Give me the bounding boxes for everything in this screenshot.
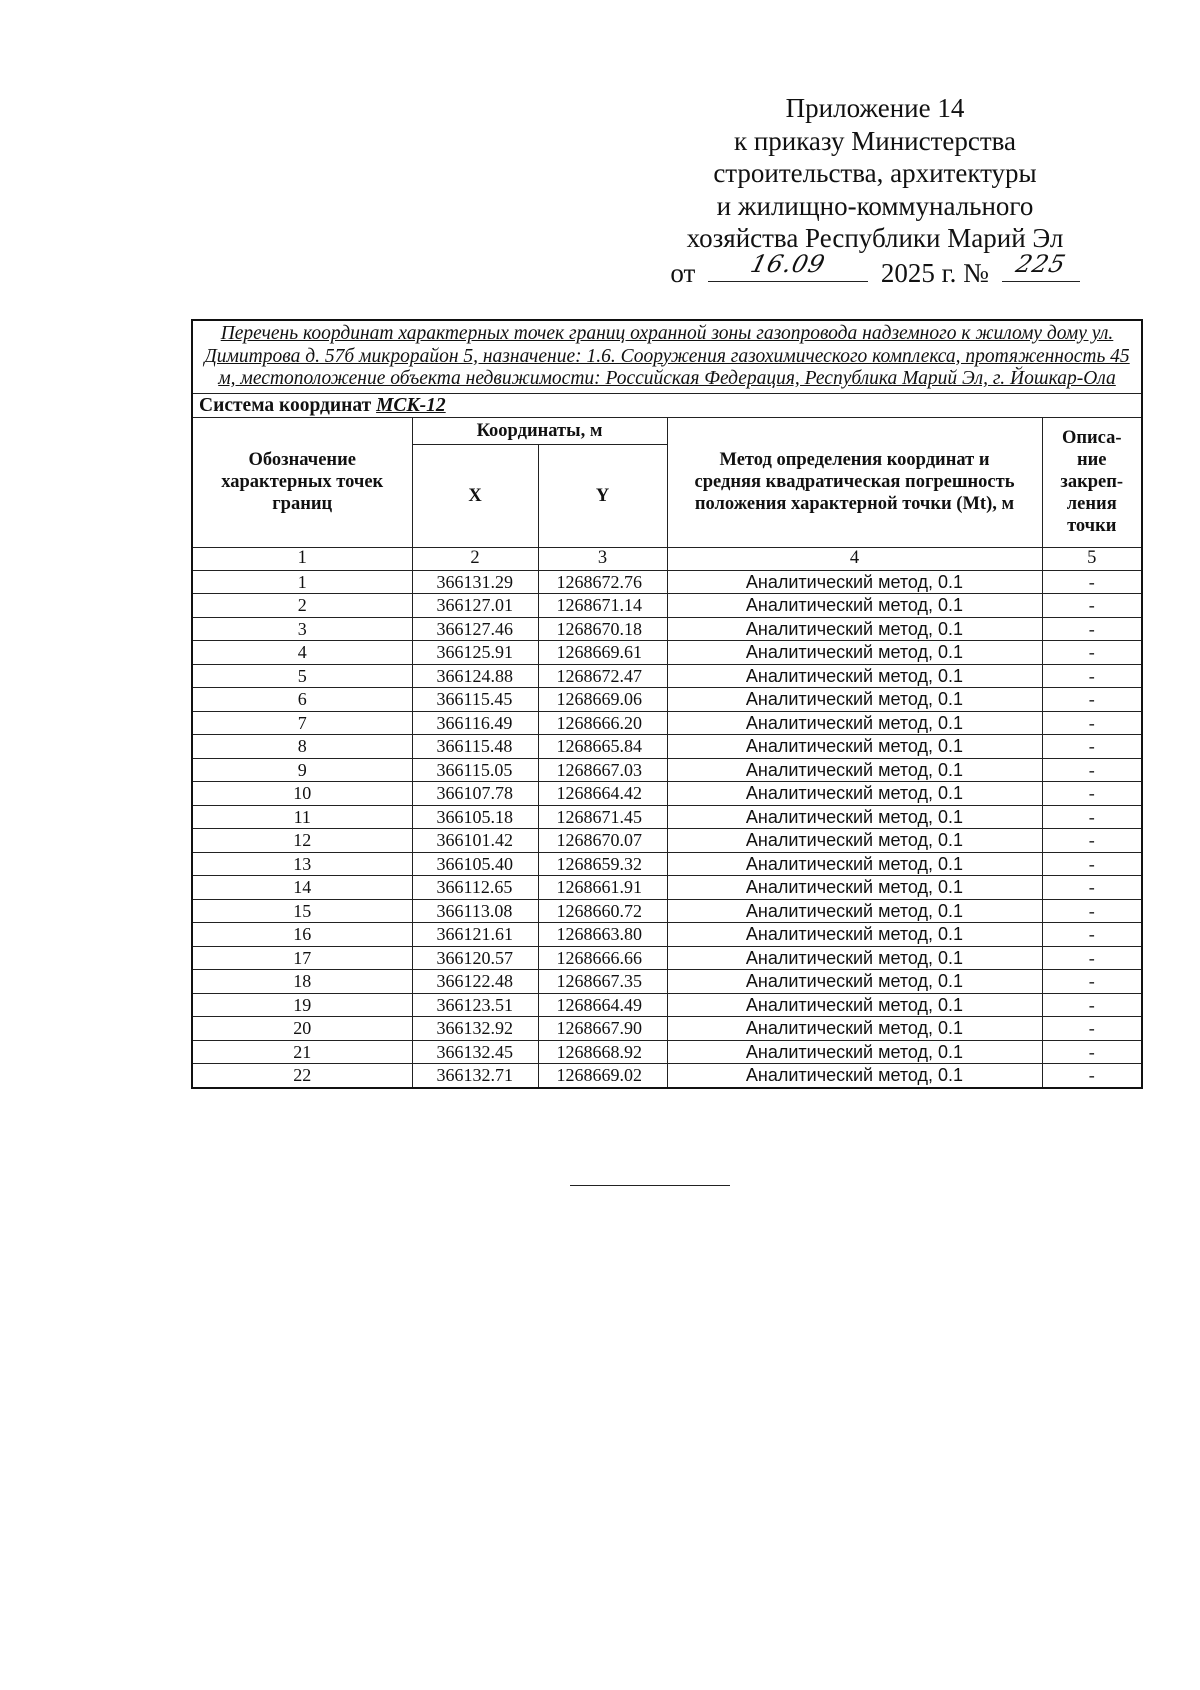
x-coordinate-cell: 366121.61	[412, 923, 538, 947]
point-number-cell: 21	[192, 1040, 412, 1064]
point-number-cell: 13	[192, 852, 412, 876]
y-coordinate-cell: 1268669.06	[538, 688, 667, 712]
table-row	[192, 1064, 1142, 1088]
table-row	[192, 782, 1142, 806]
description-cell: -	[1042, 1017, 1142, 1041]
description-cell: -	[1042, 1064, 1142, 1088]
point-number-cell: 12	[192, 829, 412, 853]
table-title: Перечень координат характерных точек границ охранной зоны газопровода надземного к жилому дому ул. Димитрова д. 57б микрорайон 5, назначение: 1.6. Сооружения газохимического комплекса, протяженность 45 м, местоположение объекта недвижимости: Российская Федерация, Республика Марий Эл, г. Йошкар-Ола	[192, 320, 1142, 393]
y-coordinate-cell: 1268667.90	[538, 1017, 667, 1041]
table-row	[192, 970, 1142, 994]
y-coordinate-cell: 1268664.49	[538, 993, 667, 1017]
description-cell: -	[1042, 1040, 1142, 1064]
description-cell: -	[1042, 946, 1142, 970]
table-row	[192, 852, 1142, 876]
point-number-cell: 18	[192, 970, 412, 994]
column-number: 2	[412, 547, 538, 570]
point-number-cell: 3	[192, 617, 412, 641]
column-number: 5	[1042, 547, 1142, 570]
order-line: к приказу Министерства	[733, 125, 1017, 156]
appendix-title: Приложение 14	[785, 93, 965, 123]
header-method: Метод определения координат и средняя квадратическая погрешность положения характерной точки (Mt), м	[667, 417, 1042, 547]
description-cell: -	[1042, 899, 1142, 923]
table-body	[192, 570, 1142, 1088]
x-coordinate-cell: 366115.48	[412, 735, 538, 759]
point-number-cell: 6	[192, 688, 412, 712]
description-cell: -	[1042, 993, 1142, 1017]
table-row	[192, 805, 1142, 829]
y-coordinate-cell: 1268672.76	[538, 570, 667, 594]
point-number-cell: 17	[192, 946, 412, 970]
description-cell: -	[1042, 641, 1142, 665]
description-cell: -	[1042, 617, 1142, 641]
table-row	[192, 899, 1142, 923]
y-coordinate-cell: 1268661.91	[538, 876, 667, 900]
header-x: X	[412, 444, 538, 547]
method-cell: Аналитический метод, 0.1	[667, 758, 1042, 782]
method-cell: Аналитический метод, 0.1	[667, 1040, 1042, 1064]
header-coordinates: Координаты, м	[412, 417, 667, 444]
from-label: от	[670, 257, 696, 288]
date-field	[708, 250, 868, 282]
x-coordinate-cell: 366123.51	[412, 993, 538, 1017]
header-description: Описа-ние закреп-ления точки	[1042, 417, 1142, 547]
coordinate-system	[192, 393, 1142, 417]
description-cell: -	[1042, 876, 1142, 900]
point-number-cell: 8	[192, 735, 412, 759]
order-date-line	[640, 250, 1110, 290]
x-coordinate-cell: 366125.91	[412, 641, 538, 665]
description-cell: -	[1042, 758, 1142, 782]
coordinate-system-label: Система координат	[199, 394, 372, 416]
y-coordinate-cell: 1268670.18	[538, 617, 667, 641]
column-number: 3	[538, 547, 667, 570]
x-coordinate-cell: 366113.08	[412, 899, 538, 923]
point-number-cell: 1	[192, 570, 412, 594]
table-row	[192, 735, 1142, 759]
header-designation: Обозначение характерных точек границ	[192, 417, 412, 547]
method-cell: Аналитический метод, 0.1	[667, 711, 1042, 735]
x-coordinate-cell: 366101.42	[412, 829, 538, 853]
description-cell: -	[1042, 570, 1142, 594]
method-cell: Аналитический метод, 0.1	[667, 946, 1042, 970]
header-y: Y	[538, 444, 667, 547]
x-coordinate-cell: 366132.92	[412, 1017, 538, 1041]
y-coordinate-cell: 1268669.61	[538, 641, 667, 665]
handwritten-number: 225	[1012, 250, 1069, 278]
method-cell: Аналитический метод, 0.1	[667, 829, 1042, 853]
table-row	[192, 711, 1142, 735]
x-coordinate-cell: 366120.57	[412, 946, 538, 970]
y-coordinate-cell: 1268671.45	[538, 805, 667, 829]
point-number-cell: 9	[192, 758, 412, 782]
method-cell: Аналитический метод, 0.1	[667, 1017, 1042, 1041]
x-coordinate-cell: 366115.45	[412, 688, 538, 712]
point-number-cell: 19	[192, 993, 412, 1017]
year-number-label: 2025 г. №	[880, 257, 989, 288]
y-coordinate-cell: 1268667.35	[538, 970, 667, 994]
point-number-cell: 5	[192, 664, 412, 688]
method-cell: Аналитический метод, 0.1	[667, 782, 1042, 806]
point-number-cell: 22	[192, 1064, 412, 1088]
table-row	[192, 1040, 1142, 1064]
y-coordinate-cell: 1268672.47	[538, 664, 667, 688]
point-number-cell: 10	[192, 782, 412, 806]
y-coordinate-cell: 1268663.80	[538, 923, 667, 947]
description-cell: -	[1042, 688, 1142, 712]
method-cell: Аналитический метод, 0.1	[667, 641, 1042, 665]
y-coordinate-cell: 1268668.92	[538, 1040, 667, 1064]
method-cell: Аналитический метод, 0.1	[667, 570, 1042, 594]
end-divider	[570, 1185, 730, 1186]
x-coordinate-cell: 366105.18	[412, 805, 538, 829]
method-cell: Аналитический метод, 0.1	[667, 594, 1042, 618]
method-cell: Аналитический метод, 0.1	[667, 852, 1042, 876]
table-row	[192, 876, 1142, 900]
method-cell: Аналитический метод, 0.1	[667, 923, 1042, 947]
point-number-cell: 4	[192, 641, 412, 665]
ministry-line-2: и жилищно-коммунального	[716, 190, 1034, 221]
x-coordinate-cell: 366115.05	[412, 758, 538, 782]
point-number-cell: 7	[192, 711, 412, 735]
x-coordinate-cell: 366116.49	[412, 711, 538, 735]
description-cell: -	[1042, 805, 1142, 829]
description-cell: -	[1042, 923, 1142, 947]
table-row	[192, 993, 1142, 1017]
method-cell: Аналитический метод, 0.1	[667, 970, 1042, 994]
column-number: 1	[192, 547, 412, 570]
table-row	[192, 641, 1142, 665]
x-coordinate-cell: 366127.01	[412, 594, 538, 618]
table-row	[192, 594, 1142, 618]
number-field	[1002, 250, 1080, 282]
table-row	[192, 664, 1142, 688]
point-number-cell: 15	[192, 899, 412, 923]
description-cell: -	[1042, 852, 1142, 876]
x-coordinate-cell: 366132.45	[412, 1040, 538, 1064]
y-coordinate-cell: 1268665.84	[538, 735, 667, 759]
y-coordinate-cell: 1268667.03	[538, 758, 667, 782]
ministry-line-1: строительства, архитектуры	[713, 158, 1037, 188]
method-cell: Аналитический метод, 0.1	[667, 993, 1042, 1017]
point-number-cell: 2	[192, 594, 412, 618]
y-coordinate-cell: 1268659.32	[538, 852, 667, 876]
y-coordinate-cell: 1268670.07	[538, 829, 667, 853]
method-cell: Аналитический метод, 0.1	[667, 688, 1042, 712]
description-cell: -	[1042, 594, 1142, 618]
coordinates-table	[191, 319, 1143, 1089]
handwritten-date: 16.09	[747, 250, 829, 278]
x-coordinate-cell: 366105.40	[412, 852, 538, 876]
description-cell: -	[1042, 829, 1142, 853]
coordinates-table-wrapper	[191, 319, 1143, 1089]
point-number-cell: 20	[192, 1017, 412, 1041]
y-coordinate-cell: 1268664.42	[538, 782, 667, 806]
table-row	[192, 617, 1142, 641]
point-number-cell: 14	[192, 876, 412, 900]
method-cell: Аналитический метод, 0.1	[667, 735, 1042, 759]
table-row	[192, 829, 1142, 853]
x-coordinate-cell: 366107.78	[412, 782, 538, 806]
method-cell: Аналитический метод, 0.1	[667, 1064, 1042, 1088]
method-cell: Аналитический метод, 0.1	[667, 876, 1042, 900]
description-cell: -	[1042, 970, 1142, 994]
table-row	[192, 946, 1142, 970]
method-cell: Аналитический метод, 0.1	[667, 617, 1042, 641]
table-row	[192, 758, 1142, 782]
table-row	[192, 1017, 1142, 1041]
method-cell: Аналитический метод, 0.1	[667, 805, 1042, 829]
description-cell: -	[1042, 735, 1142, 759]
description-cell: -	[1042, 711, 1142, 735]
x-coordinate-cell: 366112.65	[412, 876, 538, 900]
x-coordinate-cell: 366124.88	[412, 664, 538, 688]
method-cell: Аналитический метод, 0.1	[667, 899, 1042, 923]
table-row	[192, 688, 1142, 712]
y-coordinate-cell: 1268666.66	[538, 946, 667, 970]
y-coordinate-cell: 1268666.20	[538, 711, 667, 735]
document-header	[640, 92, 1110, 289]
point-number-cell: 16	[192, 923, 412, 947]
point-number-cell: 11	[192, 805, 412, 829]
x-coordinate-cell: 366131.29	[412, 570, 538, 594]
y-coordinate-cell: 1268671.14	[538, 594, 667, 618]
description-cell: -	[1042, 664, 1142, 688]
x-coordinate-cell: 366127.46	[412, 617, 538, 641]
description-cell: -	[1042, 782, 1142, 806]
coordinate-system-value: МСК-12	[376, 394, 446, 416]
x-coordinate-cell: 366122.48	[412, 970, 538, 994]
y-coordinate-cell: 1268660.72	[538, 899, 667, 923]
y-coordinate-cell: 1268669.02	[538, 1064, 667, 1088]
x-coordinate-cell: 366132.71	[412, 1064, 538, 1088]
column-number-row	[192, 547, 1142, 570]
table-row	[192, 923, 1142, 947]
method-cell: Аналитический метод, 0.1	[667, 664, 1042, 688]
table-row	[192, 570, 1142, 594]
column-number: 4	[667, 547, 1042, 570]
ministry-line-3: хозяйства Республики Марий Эл	[686, 223, 1064, 253]
